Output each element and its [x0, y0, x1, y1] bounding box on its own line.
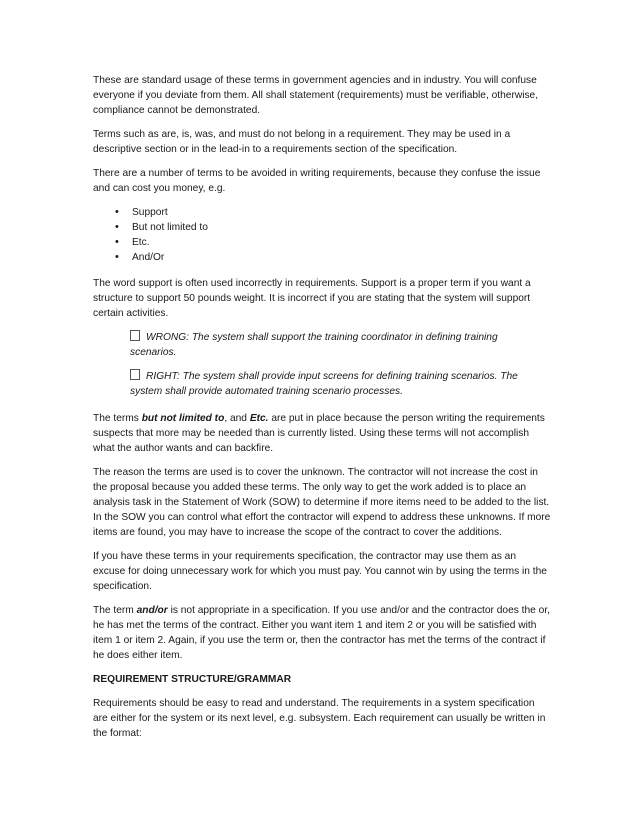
- checkbox-square-icon: [130, 330, 140, 341]
- paragraph-terms-to-avoid: There are a number of terms to be avoided in writing requirements, because they confuse the issue and can cost you money, e.g.: [93, 168, 541, 194]
- avoid-terms-list: [93, 205, 551, 265]
- section-heading: REQUIREMENT STRUCTURE/GRAMMAR: [93, 674, 292, 685]
- text-run: is not appropriate in a specification. If you use and/or and the contractor does the or, he has met the terms of the contract. Either you want item 1 and item 2 or you will be satisfied with item 1 or item 2. Again, if you use the term or, then the contractor has met the terms of the contract if he does either item.: [93, 605, 550, 661]
- paragraph-terms-not-in-requirement: Terms such as are, is, was, and must do not belong in a requirement. They may be used in a descriptive section or in the lead-in to a requirements section of the specification.: [93, 129, 511, 155]
- list-item: [115, 205, 551, 220]
- text-run: , and: [224, 413, 250, 424]
- paragraph-terms-usage: These are standard usage of these terms in government agencies and in industry. You will confuse everyone if you deviate from them. All shall statement (requirements) must be verifiable, otherwise, compliance cannot be demonstrated.: [93, 75, 539, 116]
- example-wrong: [130, 330, 540, 360]
- emphasis-but-not-limited-to: but not limited to: [141, 413, 225, 424]
- list-item-text: But not limited to: [132, 222, 208, 233]
- list-item-text: And/Or: [132, 252, 165, 263]
- paragraph-cover-unknown: The reason the terms are used is to cover the unknown. The contractor will not increase the cost in the proposal because you added these terms. The only way to get the work added is to place an analysis task in the Statement of Work (SOW) to determine if more items need to be added to the list. In the SOW you can control what effort the contractor will expend to address these unknowns. If more items are found, you may have to increase the scope of the contract to cover the additions.: [93, 467, 551, 538]
- paragraph-and-or: [93, 603, 551, 663]
- list-item: [115, 250, 551, 265]
- paragraph-support-usage: The word support is often used incorrectly in requirements. Support is a proper term if you want a structure to support 50 pounds weight. It is incorrect if you are stating that the system will support certain activities.: [93, 278, 531, 319]
- text-run: The term: [93, 605, 137, 616]
- bullet-icon: •: [115, 221, 119, 233]
- text-run: are put in place because the person writing the requirements suspects that more may be needed than is currently listed. Using these terms will not accomplish what the author wants and can backfire.: [93, 413, 545, 454]
- emphasis-etc: Etc.: [249, 413, 269, 424]
- list-item: [115, 235, 551, 250]
- example-right: [130, 369, 540, 399]
- text-run: The terms: [93, 413, 142, 424]
- bullet-icon: •: [115, 206, 119, 218]
- example-wrong-text: WRONG: The system shall support the training coordinator in defining training scenarios.: [130, 332, 498, 358]
- paragraph-requirement-format: Requirements should be easy to read and understand. The requirements in a system specification are either for the system or its next level, e.g. subsystem. Each requirement can usually be written in the format:: [93, 698, 546, 739]
- example-right-text: RIGHT: The system shall provide input screens for defining training scenarios. The system shall provide automated training scenario processes.: [130, 371, 518, 397]
- bullet-icon: •: [115, 236, 119, 248]
- paragraph-not-limited-etc: [93, 411, 551, 456]
- paragraph-contractor-excuse: If you have these terms in your requirements specification, the contractor may use them as an excuse for doing unnecessary work for which you must pay. You cannot win by using the terms in the specification.: [93, 551, 547, 592]
- bullet-icon: •: [115, 251, 119, 263]
- list-item-text: Etc.: [132, 237, 150, 248]
- emphasis-and-or: and/or: [136, 605, 168, 616]
- checkbox-square-icon: [130, 369, 140, 380]
- document-body: [93, 73, 551, 750]
- list-item: [115, 220, 551, 235]
- list-item-text: Support: [132, 207, 168, 218]
